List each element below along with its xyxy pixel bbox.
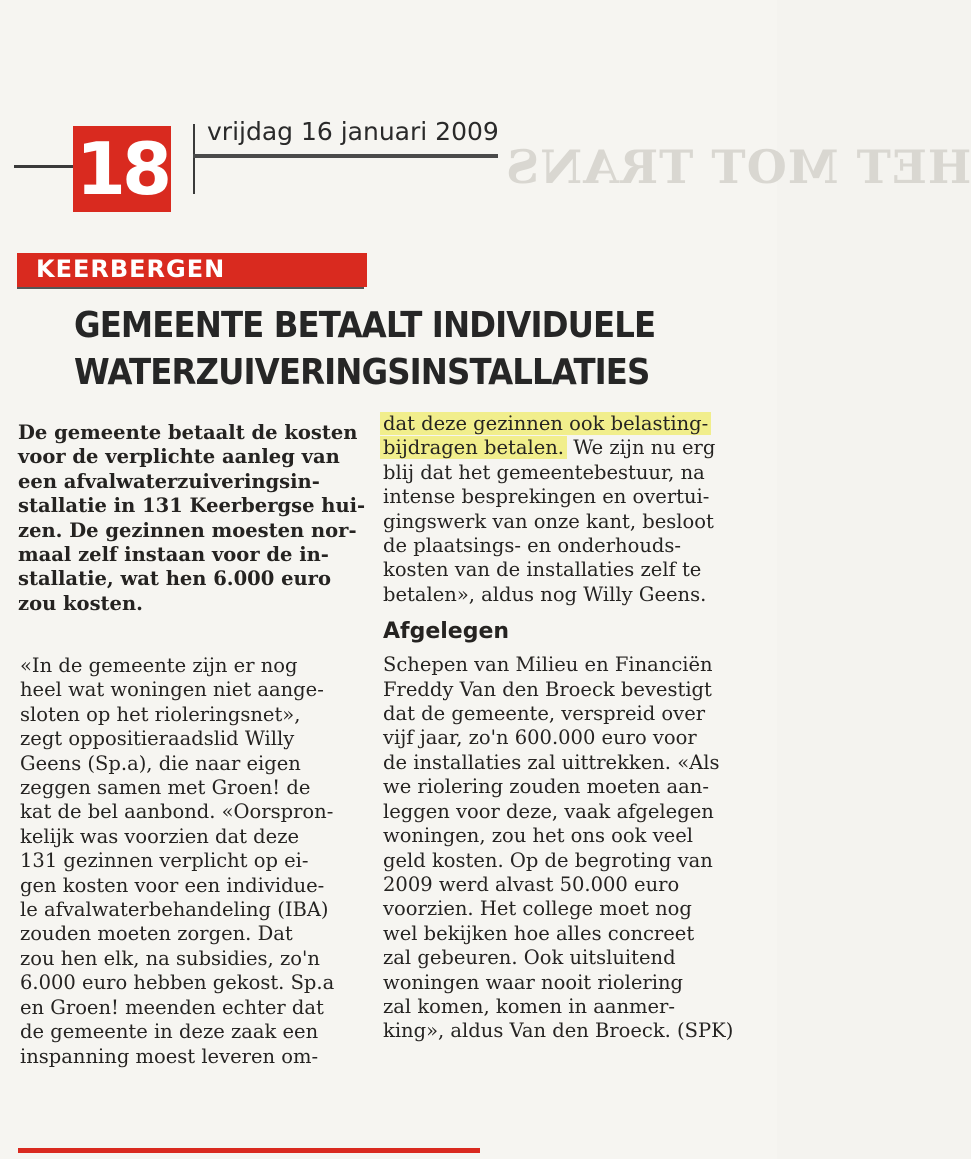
- text-line: de gemeente in deze zaak een: [20, 1020, 319, 1044]
- text-line: 6.000 euro hebben gekost. Sp.a: [20, 971, 335, 995]
- headline-line: GEMEENTE BETAALT INDIVIDUELE: [74, 305, 656, 346]
- lead-paragraph: [18, 421, 365, 616]
- text-line: geld kosten. Op de begroting van: [383, 848, 713, 872]
- text-line: maal zelf instaan voor de in-: [18, 543, 329, 567]
- text-line: dat de gemeente, verspreid over: [383, 702, 706, 726]
- text-line: Freddy Van den Broeck bevestigt: [383, 677, 712, 701]
- text-line: 131 gezinnen verplicht op ei-: [20, 849, 309, 873]
- text-line: wel bekijken hoe alles concreet: [383, 921, 695, 945]
- highlighted-text: dat deze gezinnen ook belasting-: [380, 412, 711, 435]
- section-label: KEERBERGEN: [36, 255, 226, 283]
- page-number-rule: [14, 165, 76, 168]
- text-line: zal gebeuren. Ook uitsluitend: [383, 946, 676, 970]
- publication-date: vrijdag 16 januari 2009: [207, 117, 499, 146]
- page-number: 18: [73, 126, 171, 212]
- text-line: heel wat woningen niet aange-: [20, 678, 324, 702]
- text-run: We zijn nu erg: [567, 436, 716, 460]
- body-column-left: [20, 654, 334, 1069]
- text-line: woningen waar nooit riolering: [383, 970, 684, 994]
- text-line: blij dat het gemeentebestuur, na: [383, 460, 705, 484]
- header-divider: [193, 124, 195, 194]
- text-line: king», aldus Van den Broeck. (SPK): [383, 1019, 734, 1043]
- section-rule: [17, 287, 364, 289]
- text-line: inspanning moest leveren om-: [20, 1044, 319, 1068]
- text-line: woningen, zou het ons ook veel: [383, 824, 694, 848]
- text-line: voorzien. Het college moet nog: [383, 897, 692, 921]
- body-column-right: [383, 412, 733, 1044]
- text-line: [383, 436, 733, 460]
- text-line: kat de bel aanbond. «Oorspron-: [20, 800, 334, 824]
- text-line: en Groen! meenden echter dat: [20, 995, 324, 1019]
- text-line: een afvalwaterzuiveringsin-: [18, 469, 320, 493]
- text-line: 2009 werd alvast 50.000 euro: [383, 872, 680, 896]
- highlighted-text: bijdragen betalen.: [380, 436, 567, 459]
- text-line: «In de gemeente zijn er nog: [20, 654, 298, 677]
- headline-line: WATERZUIVERINGSINSTALLATIES: [74, 352, 650, 393]
- text-line: zou hen elk, na subsidies, zo'n: [20, 946, 320, 970]
- text-line: De gemeente betaalt de kosten: [18, 421, 358, 444]
- text-line: intense besprekingen en overtui-: [383, 485, 710, 509]
- text-line: stallatie, wat hen 6.000 euro: [18, 567, 331, 591]
- text-line: gen kosten voor een individue-: [20, 873, 325, 897]
- text-line: zouden moeten zorgen. Dat: [20, 922, 293, 946]
- text-line: de installaties zal uittrekken. «Als: [383, 750, 720, 774]
- text-line: Schepen van Milieu en Financiën: [383, 653, 713, 677]
- subheading: Afgelegen: [383, 619, 510, 645]
- bleed-through-text: HET MOT TRANS: [505, 140, 971, 194]
- text-line: zal komen, komen in aanmer-: [383, 994, 675, 1018]
- text-line: zou kosten.: [18, 591, 143, 615]
- text-line: Geens (Sp.a), die naar eigen: [20, 751, 301, 775]
- text-line: le afvalwaterbehandeling (IBA): [20, 898, 329, 922]
- headline: [74, 302, 656, 396]
- text-line: voor de verplichte aanleg van: [18, 445, 340, 469]
- text-line: vijf jaar, zo'n 600.000 euro voor: [383, 726, 697, 750]
- text-line: zen. De gezinnen moesten nor-: [18, 518, 357, 542]
- text-line: betalen», aldus nog Willy Geens.: [383, 582, 707, 606]
- text-line: kosten van de installaties zelf te: [383, 558, 702, 582]
- text-line: sloten op het rioleringsnet»,: [20, 702, 301, 726]
- text-line: kelijk was voorzien dat deze: [20, 824, 300, 848]
- date-rule: [193, 154, 498, 158]
- text-line: zegt oppositieraadslid Willy: [20, 727, 295, 751]
- text-line: stallatie in 131 Keerbergse hui-: [18, 494, 366, 518]
- bottom-rule: [18, 1148, 480, 1153]
- text-line: gingswerk van onze kant, besloot: [383, 509, 714, 533]
- text-line: [383, 412, 733, 436]
- text-line: zeggen samen met Groen! de: [20, 776, 311, 800]
- text-line: leggen voor deze, vaak afgelegen: [383, 799, 714, 823]
- text-line: we riolering zouden moeten aan-: [383, 775, 709, 799]
- text-line: de plaatsings- en onderhouds-: [383, 534, 681, 558]
